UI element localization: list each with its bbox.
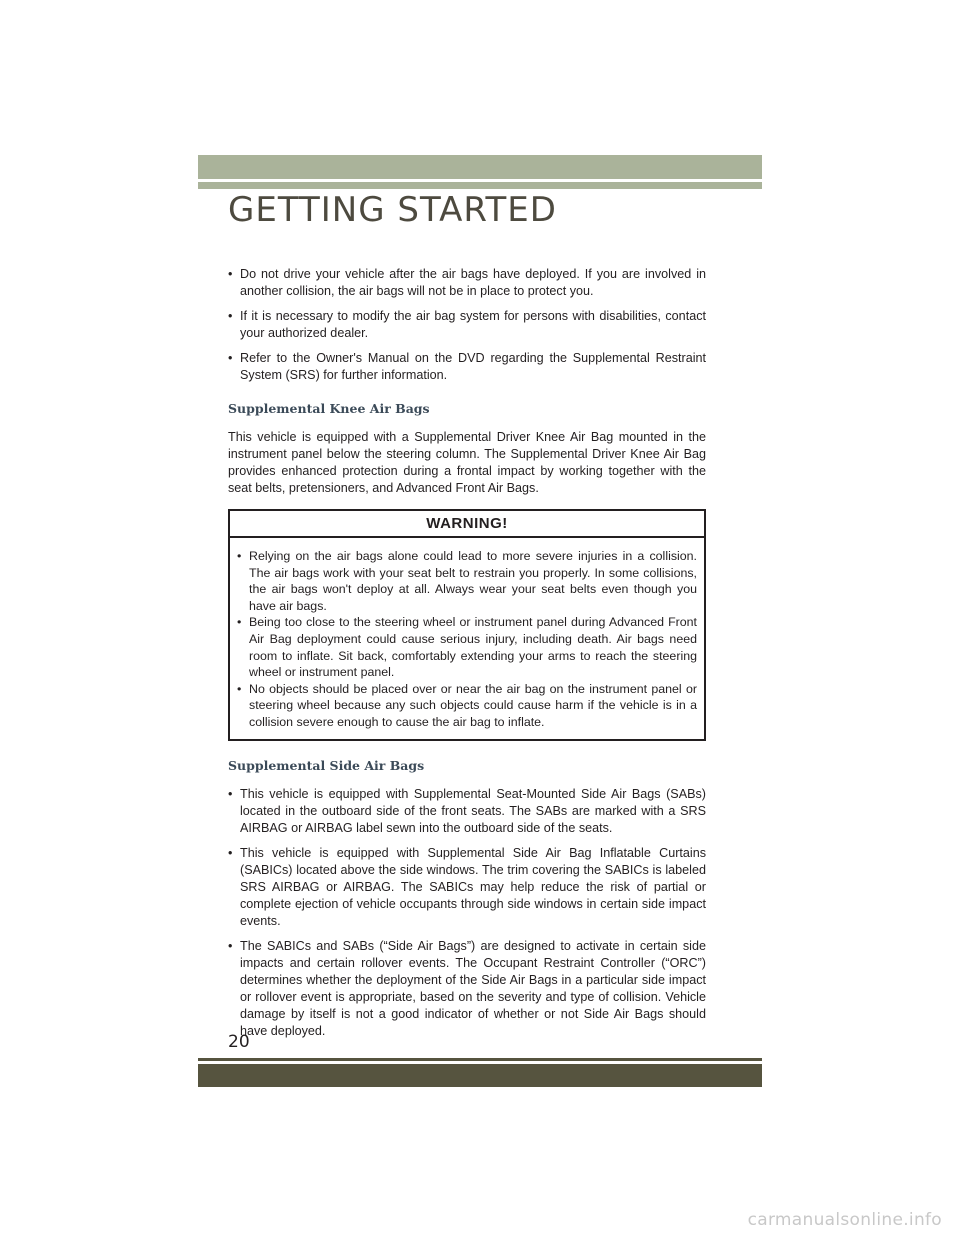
side-airbags-heading: Supplemental Side Air Bags [228,757,425,773]
header-rule [198,182,762,189]
bullet-marker: • [228,786,233,801]
bullet-text: This vehicle is equipped with Supplemental Side Air Bag Inflatable Curtains (SABICs) located above the side windows. The trim covering the SABICs is labeled SRS AIRBAG or AIRBAG. The SABICs may help reduce the risk of partial or complete ejection of vehicle occupants through side windows in certain side impact events. [240,845,706,928]
warning-item [237,548,697,614]
bullet-text: Refer to the Owner's Manual on the DVD regarding the Supplemental Restraint System (SRS) for further information. [240,351,706,382]
bullet-item [228,845,706,930]
footer-rule [198,1058,762,1061]
page-number: 20 [228,1032,250,1052]
bullet-marker: • [237,549,242,563]
bullet-item [228,308,706,342]
bullet-item [228,266,706,300]
bullet-marker: • [228,267,233,281]
header-bar [198,155,762,179]
section-title: GETTING STARTED [228,190,557,230]
knee-airbags-heading: Supplemental Knee Air Bags [228,401,430,416]
bullet-item [228,786,706,837]
page-content [228,266,706,1048]
knee-airbags-paragraph: This vehicle is equipped with a Supplemental Driver Knee Air Bag mounted in the instrument panel below the steering column. The Supplemental Driver Knee Air Bag provides enhanced protection during a frontal impact by working together with the seat belts, pretensioners, and Advanced Front Air Bags. [228,430,706,495]
warning-item [237,614,697,680]
bullet-marker: • [237,681,242,696]
bullet-marker: • [228,309,233,323]
footer-bar [198,1064,762,1087]
warning-item-text: Being too close to the steering wheel or instrument panel during Advanced Front Air Bag deployment could cause serious injury, including death. Air bags need room to inflate. Sit back, comfortably extending your arms to reach the steering wheel or instrument panel. [249,615,697,680]
warning-item-text: Relying on the air bags alone could lead to more severe injuries in a collision. The air bags work with your seat belt to restrain you properly. In some collisions, the air bags won't deploy at all. Always wear your seat belts even though you have air bags. [249,549,697,613]
warning-title: WARNING! [230,511,704,538]
bullet-text: If it is necessary to modify the air bag system for persons with disabilities, contact your authorized dealer. [240,309,706,340]
bullet-item [228,938,706,1040]
warning-item [237,681,697,731]
bullet-text: This vehicle is equipped with Supplemental Seat-Mounted Side Air Bags (SABs) located in the outboard side of the front seats. The SABs are marked with a SRS AIRBAG or AIRBAG label sewn into the outboard side of the seats. [240,786,706,835]
bullet-marker: • [228,845,233,860]
bullet-text: Do not drive your vehicle after the air bags have deployed. If you are involved in another collision, the air bags will not be in place to protect you. [240,267,706,298]
watermark-text[interactable]: carmanualsonline.info [747,1210,942,1230]
warning-item-text: No objects should be placed over or near the air bag on the instrument panel or steering wheel because any such objects could cause harm if the vehicle is in a collision severe enough to cause the air bag to inflate. [249,681,697,729]
bullet-marker: • [228,938,233,953]
bullet-marker: • [237,615,242,630]
bullet-marker: • [228,351,233,365]
warning-box [228,509,706,741]
warning-body [230,538,704,739]
bullet-text: The SABICs and SABs (“Side Air Bags”) are designed to activate in certain side impacts and certain rollover events. The Occupant Restraint Controller (“ORC”) determines whether the deployment of the Side Air Bags in a particular side impact or rollover event is appropriate, based on the severity and type of collision. Vehicle damage by itself is not a good indicator of whether or not Side Air Bags should have deployed. [240,938,706,1038]
bullet-item [228,350,706,384]
